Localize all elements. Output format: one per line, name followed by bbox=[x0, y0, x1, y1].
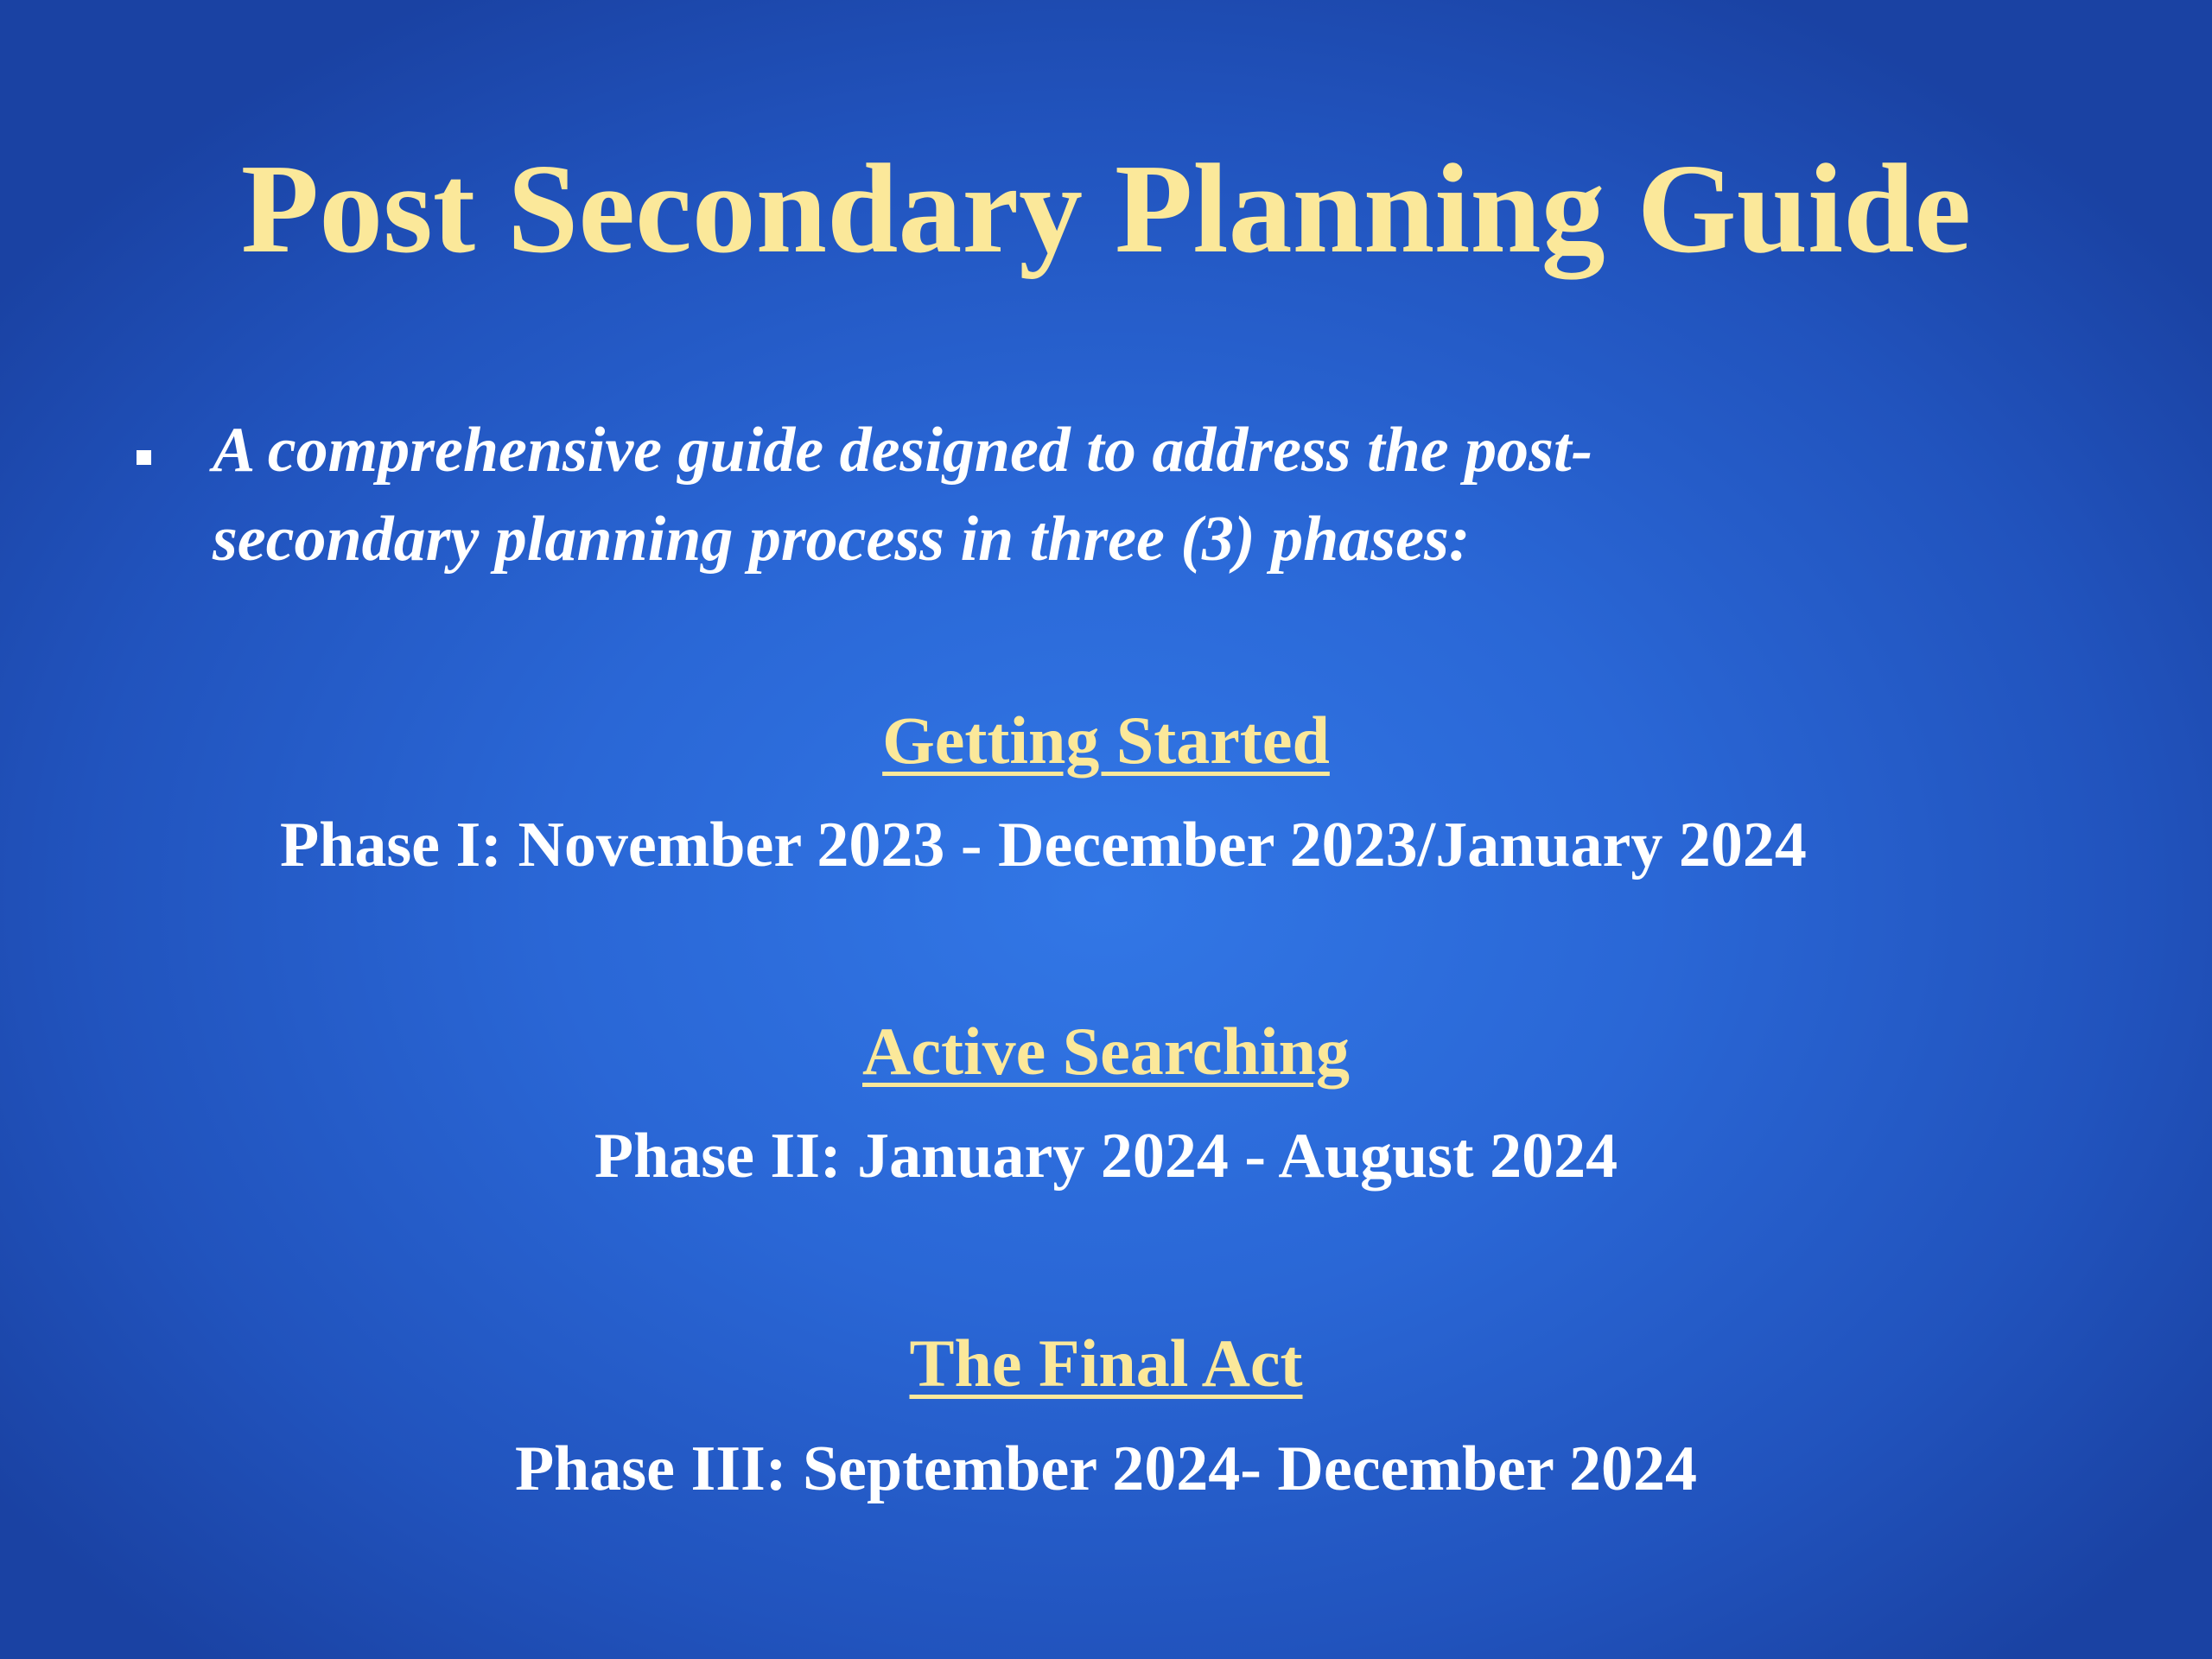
bullet-text-line-2: secondary planning process in three (3) phases: bbox=[213, 504, 1471, 575]
phase-3-dates: Phase III: September 2024- December 2024 bbox=[514, 1433, 1698, 1504]
bullet-text-line-1: A comprehensive guide designed to address the post- bbox=[213, 415, 1593, 486]
phase-1-dates: Phase I: November 2023 - December 2023/January 2024 bbox=[280, 810, 1807, 880]
phase-2-heading: Active Searching bbox=[862, 1014, 1350, 1089]
phase-2-dates: Phase II: January 2024 - August 2024 bbox=[594, 1121, 1618, 1192]
slide-title: Post Secondary Planning Guide bbox=[240, 138, 1972, 280]
phase-3-heading: The Final Act bbox=[909, 1325, 1303, 1401]
bullet-text bbox=[213, 406, 2079, 584]
phase-1-heading: Getting Started bbox=[882, 702, 1330, 778]
bullet-square-icon bbox=[137, 450, 151, 465]
